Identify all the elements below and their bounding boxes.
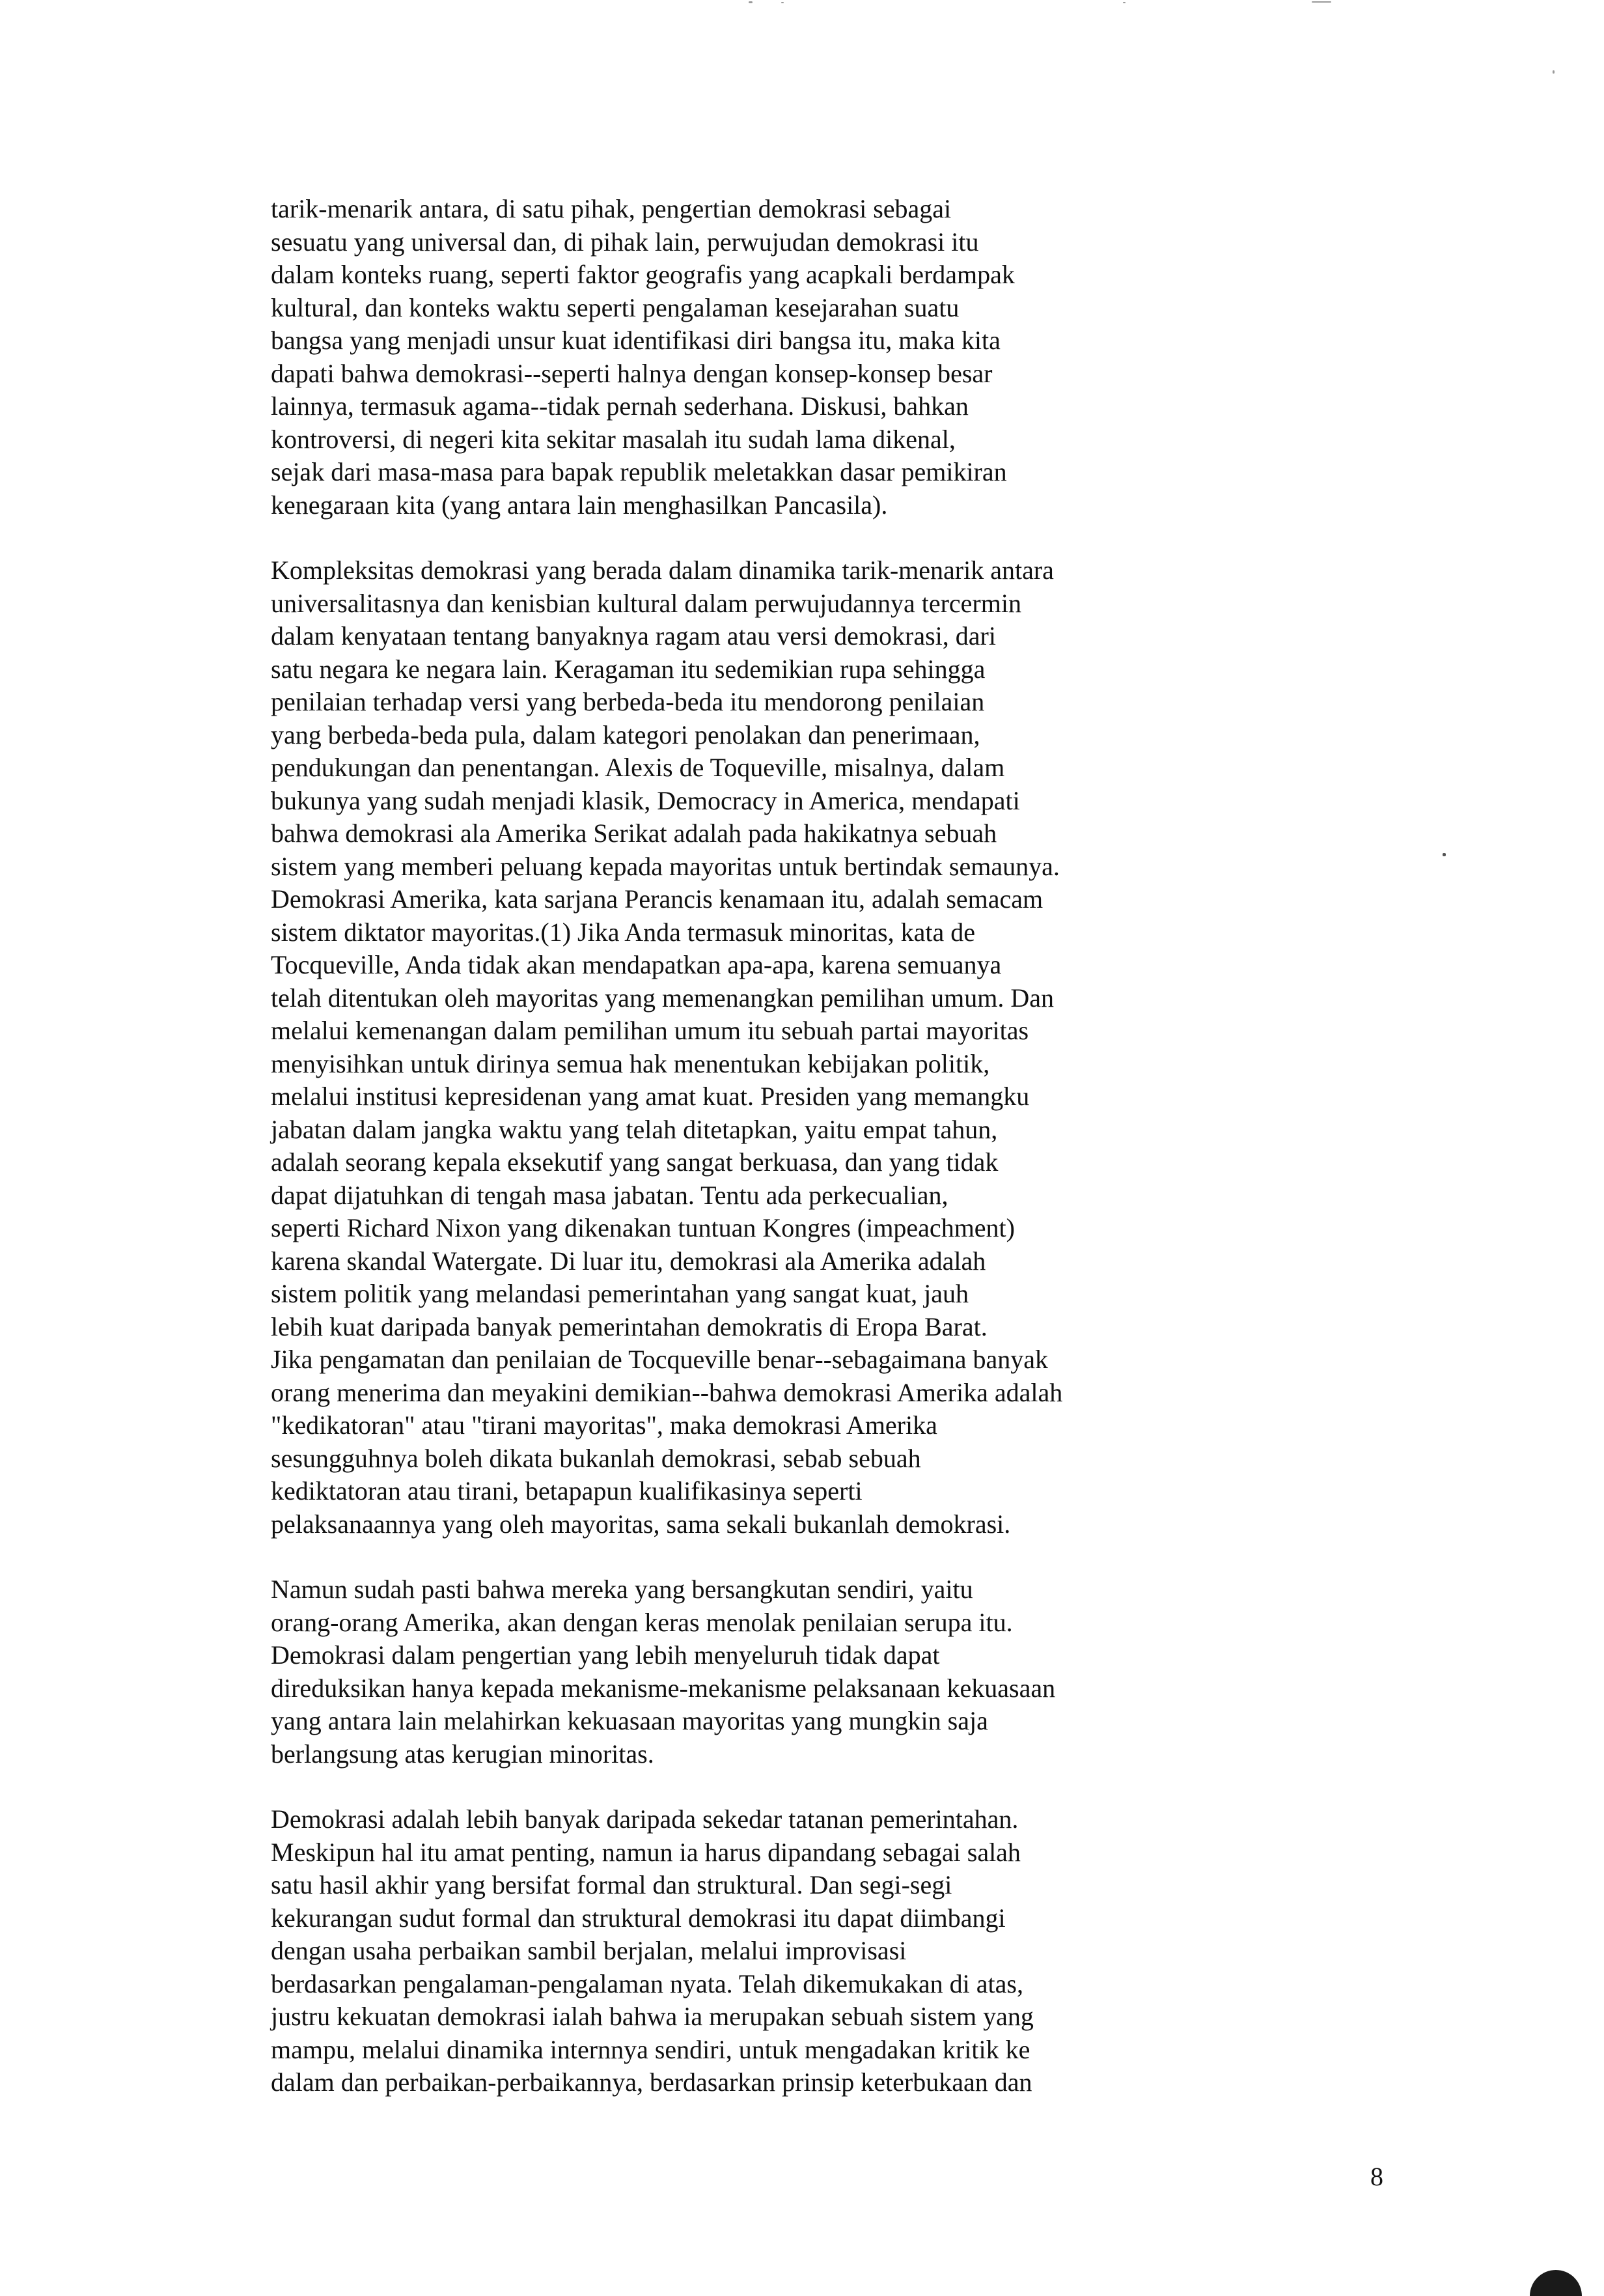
text-line: sesuatu yang universal dan, di pihak lain, perwujudan demokrasi itu xyxy=(271,227,979,257)
text-line: penilaian terhadap versi yang berbeda-beda itu mendorong penilaian xyxy=(271,687,985,716)
paragraph-spacer xyxy=(271,522,1417,554)
text-line: sistem diktator mayoritas.(1) Jika Anda termasuk minoritas, kata de xyxy=(271,917,975,947)
text-line: menyisihkan untuk dirinya semua hak menentukan kebijakan politik, xyxy=(271,1048,990,1078)
text-line: kultural, dan konteks waktu seperti pengalaman kesejarahan suatu xyxy=(271,292,960,322)
text-line: berdasarkan pengalaman-pengalaman nyata. Telah dikemukakan di atas, xyxy=(271,1968,1023,1998)
scan-artifact xyxy=(1443,853,1446,856)
text-line: Demokrasi adalah lebih banyak daripada sekedar tatanan pemerintahan. xyxy=(271,1804,1019,1834)
text-line: adalah seorang kepala eksekutif yang sangat berkuasa, dan yang tidak xyxy=(271,1147,999,1177)
text-line: yang berbeda-beda pula, dalam kategori penolakan dan penerimaan, xyxy=(271,720,980,749)
text-line: melalui institusi kepresidenan yang amat kuat. Presiden yang memangku xyxy=(271,1082,1030,1111)
text-line: yang antara lain melahirkan kekuasaan mayoritas yang mungkin saja xyxy=(271,1706,988,1735)
text-line: bahwa demokrasi ala Amerika Serikat adalah pada hakikatnya sebuah xyxy=(271,819,997,848)
text-line: karena skandal Watergate. Di luar itu, demokrasi ala Amerika adalah xyxy=(271,1246,986,1276)
paragraph-spacer xyxy=(271,1771,1417,1803)
text-line: universalitasnya dan kenisbian kultural dalam perwujudannya tercermin xyxy=(271,588,1021,618)
text-line: Jika pengamatan dan penilaian de Tocqueville benar--sebagaimana banyak xyxy=(271,1345,1049,1374)
text-line: pelaksanaannya yang oleh mayoritas, sama sekali bukanlah demokrasi. xyxy=(271,1509,1011,1539)
body-text xyxy=(271,193,1417,2099)
text-line: bukunya yang sudah menjadi klasik, Democracy in America, mendapati xyxy=(271,785,1020,815)
text-line: dengan usaha perbaikan sambil berjalan, melalui improvisasi xyxy=(271,1936,907,1965)
text-line: dalam kenyataan tentang banyaknya ragam atau versi demokrasi, dari xyxy=(271,621,996,651)
paragraph-4 xyxy=(271,1803,1417,2099)
paragraph-1 xyxy=(271,193,1417,522)
text-line: Demokrasi Amerika, kata sarjana Perancis kenamaan itu, adalah semacam xyxy=(271,884,1044,914)
text-line: justru kekuatan demokrasi ialah bahwa ia merupakan sebuah sistem yang xyxy=(271,2002,1034,2031)
text-line: pendukungan dan penentangan. Alexis de Toqueville, misalnya, dalam xyxy=(271,753,1005,782)
text-line: lainnya, termasuk agama--tidak pernah sederhana. Diskusi, bahkan xyxy=(271,391,969,421)
text-line: dapat dijatuhkan di tengah masa jabatan. Tentu ada perkecualian, xyxy=(271,1180,948,1210)
text-line: dalam dan perbaikan-perbaikannya, berdasarkan prinsip keterbukaan dan xyxy=(271,2067,1032,2097)
text-line: satu hasil akhir yang bersifat formal dan struktural. Dan segi-segi xyxy=(271,1870,952,1899)
text-line: sesungguhnya boleh dikata bukanlah demokrasi, sebab sebuah xyxy=(271,1443,921,1473)
page-number: 8 xyxy=(1370,2162,1383,2191)
text-line: dalam konteks ruang, seperti faktor geografis yang acapkali berdampak xyxy=(271,260,1015,289)
text-line: Tocqueville, Anda tidak akan mendapatkan apa-apa, karena semuanya xyxy=(271,950,1002,979)
paragraph-2 xyxy=(271,554,1417,1541)
text-line: dapati bahwa demokrasi--seperti halnya dengan konsep-konsep besar xyxy=(271,358,993,388)
text-line: kontroversi, di negeri kita sekitar masalah itu sudah lama dikenal, xyxy=(271,424,956,454)
text-line: tarik-menarik antara, di satu pihak, pengertian demokrasi sebagai xyxy=(271,194,952,223)
text-line: Kompleksitas demokrasi yang berada dalam dinamika tarik-menarik antara xyxy=(271,555,1054,585)
paragraph-3 xyxy=(271,1573,1417,1771)
text-line: Demokrasi dalam pengertian yang lebih menyeluruh tidak dapat xyxy=(271,1640,940,1670)
text-line: Namun sudah pasti bahwa mereka yang bersangkutan sendiri, yaitu xyxy=(271,1575,973,1604)
text-line: kediktatoran atau tirani, betapapun kualifikasinya seperti xyxy=(271,1476,863,1505)
scan-artifact xyxy=(1123,2,1126,3)
text-line: sistem politik yang melandasi pemerintahan yang sangat kuat, jauh xyxy=(271,1279,969,1308)
text-line: mampu, melalui dinamika internnya sendiri, untuk mengadakan kritik ke xyxy=(271,2034,1030,2064)
text-line: kenegaraan kita (yang antara lain menghasilkan Pancasila). xyxy=(271,490,888,520)
text-line: "kedikatoran" atau "tirani mayoritas", maka demokrasi Amerika xyxy=(271,1410,937,1440)
scan-artifact xyxy=(1553,70,1555,74)
text-line: orang-orang Amerika, akan dengan keras menolak penilaian serupa itu. xyxy=(271,1607,1013,1637)
text-line: direduksikan hanya kepada mekanisme-mekanisme pelaksanaan kekuasaan xyxy=(271,1673,1056,1703)
paragraph-spacer xyxy=(271,1541,1417,1573)
text-line: sejak dari masa-masa para bapak republik meletakkan dasar pemikiran xyxy=(271,457,1007,486)
scan-corner-mark xyxy=(1530,2270,1582,2296)
text-line: melalui kemenangan dalam pemilihan umum itu sebuah partai mayoritas xyxy=(271,1016,1029,1045)
text-line: berlangsung atas kerugian minoritas. xyxy=(271,1739,654,1769)
text-line: Meskipun hal itu amat penting, namun ia harus dipandang sebagai salah xyxy=(271,1837,1021,1867)
text-line: sistem yang memberi peluang kepada mayoritas untuk bertindak semaunya. xyxy=(271,851,1060,881)
text-line: kekurangan sudut formal dan struktural demokrasi itu dapat diimbangi xyxy=(271,1903,1006,1933)
text-line: orang menerima dan meyakini demikian--bahwa demokrasi Amerika adalah xyxy=(271,1377,1063,1407)
text-line: bangsa yang menjadi unsur kuat identifikasi diri bangsa itu, maka kita xyxy=(271,326,1001,355)
scan-artifact xyxy=(749,1,753,3)
text-line: satu negara ke negara lain. Keragaman itu sedemikian rupa sehingga xyxy=(271,654,986,684)
text-line: jabatan dalam jangka waktu yang telah ditetapkan, yaitu empat tahun, xyxy=(271,1114,998,1144)
scan-artifact xyxy=(1312,1,1331,3)
text-line: seperti Richard Nixon yang dikenakan tuntuan Kongres (impeachment) xyxy=(271,1213,1015,1242)
text-line: lebih kuat daripada banyak pemerintahan demokratis di Eropa Barat. xyxy=(271,1311,988,1341)
text-line: telah ditentukan oleh mayoritas yang memenangkan pemilihan umum. Dan xyxy=(271,983,1055,1013)
scan-artifact xyxy=(781,2,784,3)
